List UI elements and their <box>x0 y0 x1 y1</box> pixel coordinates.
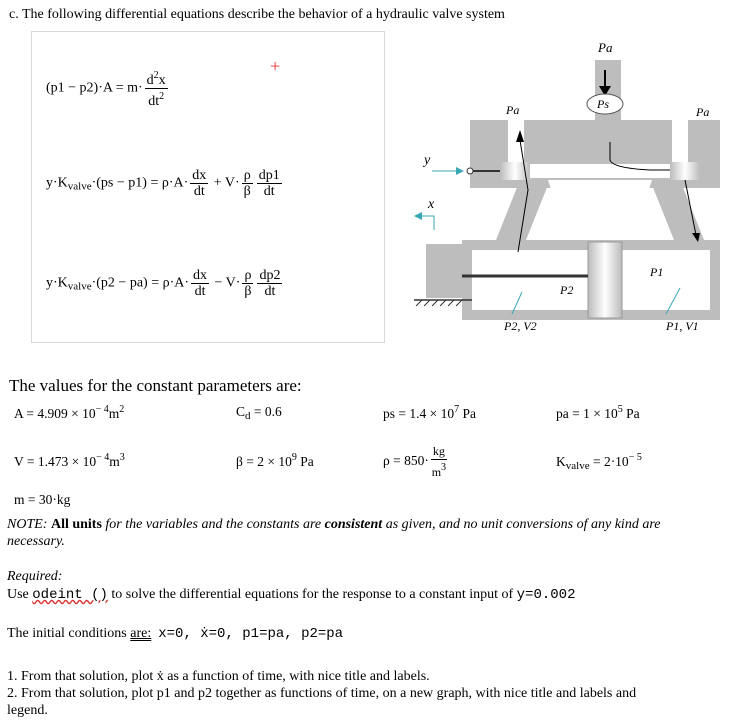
intro-text: c. The following differential equations describe the behavior of a hydraulic valve system <box>9 7 505 22</box>
pa-left-label: Pa <box>506 103 520 117</box>
p2v2-label: P2, V2 <box>504 319 537 333</box>
initial-values: x=0, ẋ=0, p1=pa, p2=pa <box>158 626 344 642</box>
x-arrow-icon <box>420 216 434 230</box>
equation-3: $y\cdot K_{valve}\cdot(p2 - pa) = \rho\cdot A\cdot$ $\frac{dx}{dt}$ − V· $\frac{\rho}{\beta}$ $\frac{dp2}{dt}$ <box>46 268 281 299</box>
ground-hatch <box>416 300 462 306</box>
ps-label: Ps <box>597 97 609 111</box>
cursor-plus-marker: + <box>270 56 281 76</box>
initial-conditions: The initial conditions are: x=0, ẋ=0, p1=pa, p2=pa <box>7 626 344 642</box>
load-mass <box>426 244 462 298</box>
p1-label: P1 <box>650 265 664 279</box>
pa-right-label: Pa <box>696 105 710 119</box>
y-label: y <box>424 153 431 168</box>
param-kvalve: $K_{valve} = 2\cdot 10^{- 5}$ <box>556 452 642 472</box>
input-value: y=0.002 <box>516 587 576 603</box>
p2-label: P2 <box>560 283 574 297</box>
required-label: Required: <box>7 569 63 584</box>
note-line-1: NOTE: All units for the variables and the constants are consistent as given, and no unit conversions of any kind are <box>7 517 661 532</box>
hydraulic-valve-diagram <box>400 30 730 350</box>
param-ps: ps = $1.4 \times 10^7$ Pa <box>383 404 476 421</box>
p1v1-label: P1, V1 <box>666 319 699 333</box>
task-2: 2. From that solution, plot p1 and p2 together as functions of time, on a new graph, with nice title and labels and <box>7 686 637 701</box>
gap-between-lines <box>548 180 652 245</box>
right-exhaust-port <box>672 120 688 162</box>
param-v: $V = 1.473 \times 10^{- 4}m^3$ <box>14 452 125 469</box>
values-heading: The values for the constant parameters are: <box>9 376 302 395</box>
pa-top-label: Pa <box>598 40 613 55</box>
required-instruction: Use odeint () to solve the differential equations for the response to a constant input of y=0.002 <box>7 587 576 603</box>
param-beta: $\beta = 2 \times 10^9$ Pa <box>236 452 314 469</box>
param-pa: pa = $1 \times 10^5$ Pa <box>556 404 640 421</box>
spool-land-right <box>670 162 700 180</box>
param-cd: $C_d = 0.6$ <box>236 404 282 422</box>
param-a: $A = 4.909 \times 10^{- 4}m^2$ <box>14 404 125 421</box>
eq1-fraction: $\frac{d^2x}{dt^2}$ <box>146 70 166 109</box>
param-m: m = 30·kg <box>14 492 71 507</box>
equation-1 <box>46 68 170 109</box>
odeint-function: odeint () <box>32 587 108 603</box>
x-label: x <box>428 197 435 212</box>
task-1: 1. From that solution, plot ẋ as a function of time, with nice title and labels. <box>7 669 430 684</box>
note-line-2: necessary. <box>7 534 65 549</box>
param-rho: ρ = 850· $\frac{kg}{m^3}$ <box>383 444 447 479</box>
eq1-lhs: (p1 − p2)·A = m· <box>46 80 143 96</box>
equation-2: $y\cdot K_{valve}\cdot(ps - p1) = \rho\cdot A\cdot$ $\frac{dx}{dt}$ + V· $\frac{\rho}{\beta}$ $\frac{dp1}{dt}$ <box>46 168 280 199</box>
spool-rod-end <box>467 168 473 174</box>
task-2-continued: legend. <box>7 703 48 718</box>
piston <box>588 242 622 318</box>
